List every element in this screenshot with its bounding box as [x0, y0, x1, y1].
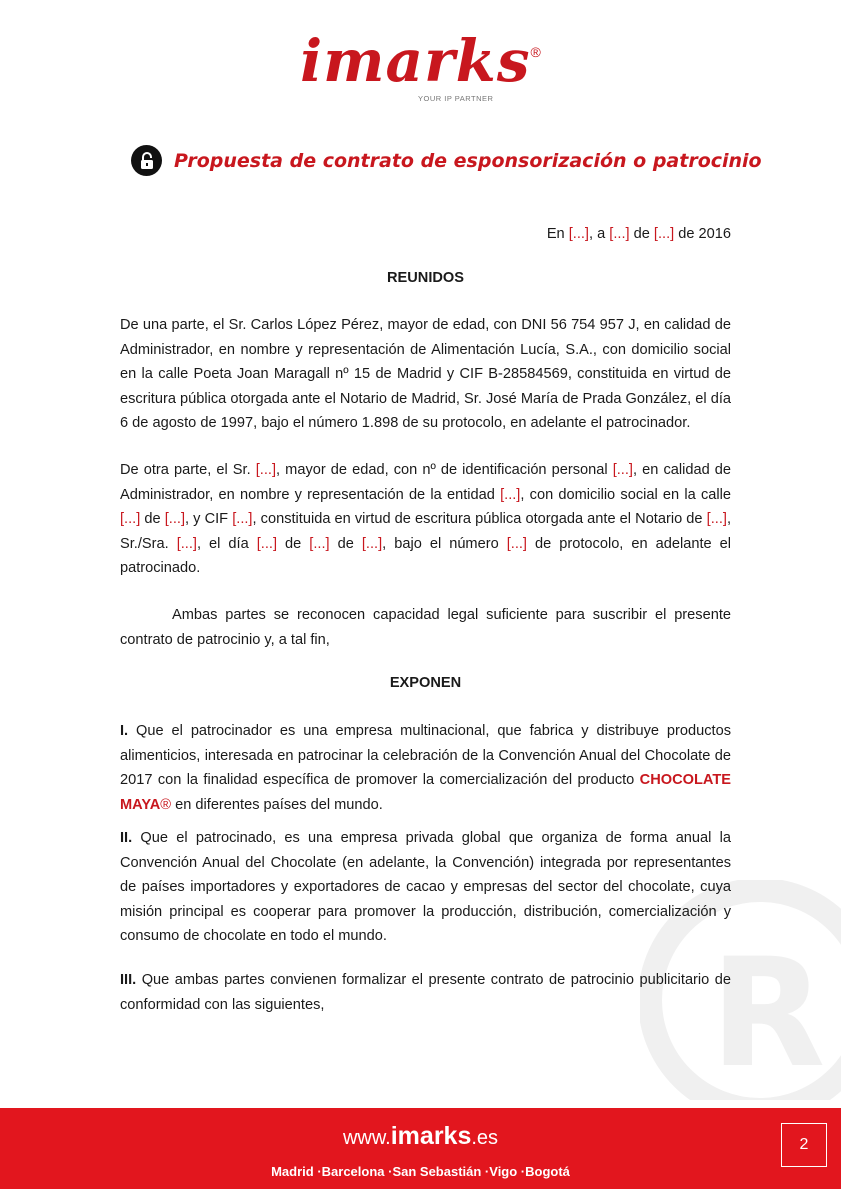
exponen-heading: EXPONEN	[389, 675, 462, 691]
logo-wordmark: imarks	[300, 27, 531, 95]
ambas-paragraph: Ambas partes se reconocen capacidad legal suficiente para suscribir el presente contrato de patrocinio y, a tal fin,	[120, 607, 731, 648]
clause-one: I. Que el patrocinador es una empresa multinacional, que fabrica y distribuye productos alimenticios, interesada en patrocinar la celebración de la Convención Anual del Chocolate de 2017 con la finalidad específica de promover la comercialización del producto CHOCOLATE MAYA® en diferentes países del mundo.	[120, 723, 731, 813]
logo-registered-mark: ®	[530, 44, 541, 60]
document-title-row	[131, 145, 762, 176]
lock-icon	[131, 145, 162, 176]
page-number: 2	[781, 1123, 827, 1167]
company-logo	[0, 27, 841, 103]
clause-two: II. Que el patrocinado, es una empresa privada global que organiza de forma anual la Convención Anual del Chocolate (en adelante, la Convención) integrada por representantes de países importadores y exportadores de cacao y empresas del sector del chocolate, cuya misión principal es cooperar para promover la producción, distribución, comercialización y consumo de chocolate en todo el mundo.	[120, 830, 731, 944]
document-title: Propuesta de contrato de esponsorización o patrocinio	[174, 149, 762, 172]
party-one-paragraph: De una parte, el Sr. Carlos López Pérez, mayor de edad, con DNI 56 754 957 J, en calidad de Administrador, en nombre y representación de Alimentación Lucía, S.A., con domicilio social en la calle Poeta Joan Maragall nº 15 de Madrid y CIF B-28584569, constituida en virtud de escritura pública otorgada ante el Notario de Madrid, Sr. José María de Prada González, el día 6 de agosto de 1997, bajo el número 1.898 de su protocolo, en adelante el patrocinador.	[120, 317, 731, 431]
svg-text:R: R	[710, 927, 826, 1100]
page-footer	[0, 1108, 841, 1189]
clause-three: III. Que ambas partes convienen formalizar el presente contrato de patrocinio publicitario de conformidad con las siguientes,	[120, 972, 731, 1013]
footer-cities: Madrid ·Barcelona ·San Sebastián ·Vigo ·Bogotá	[271, 1164, 570, 1179]
date-line: En [...], a [...] de [...] de 2016	[546, 226, 731, 242]
party-two-paragraph: De otra parte, el Sr. [...], mayor de edad, con nº de identificación personal [...], en calidad de Administrador, en nombre y representación de la entidad [...], con domicilio social en la calle [...] de [...], y CIF [...], constituida en virtud de escritura pública otorgada ante el Notario de [...], Sr./Sra. [...], el día [...] de [...] de [...], bajo el número [...] de protocolo, en adelante el patrocinado.	[120, 462, 732, 576]
reunidos-heading: REUNIDOS	[386, 270, 465, 286]
footer-website-link[interactable]: www.imarks.es	[342, 1122, 499, 1150]
logo-tagline: YOUR IP PARTNER	[418, 94, 494, 103]
